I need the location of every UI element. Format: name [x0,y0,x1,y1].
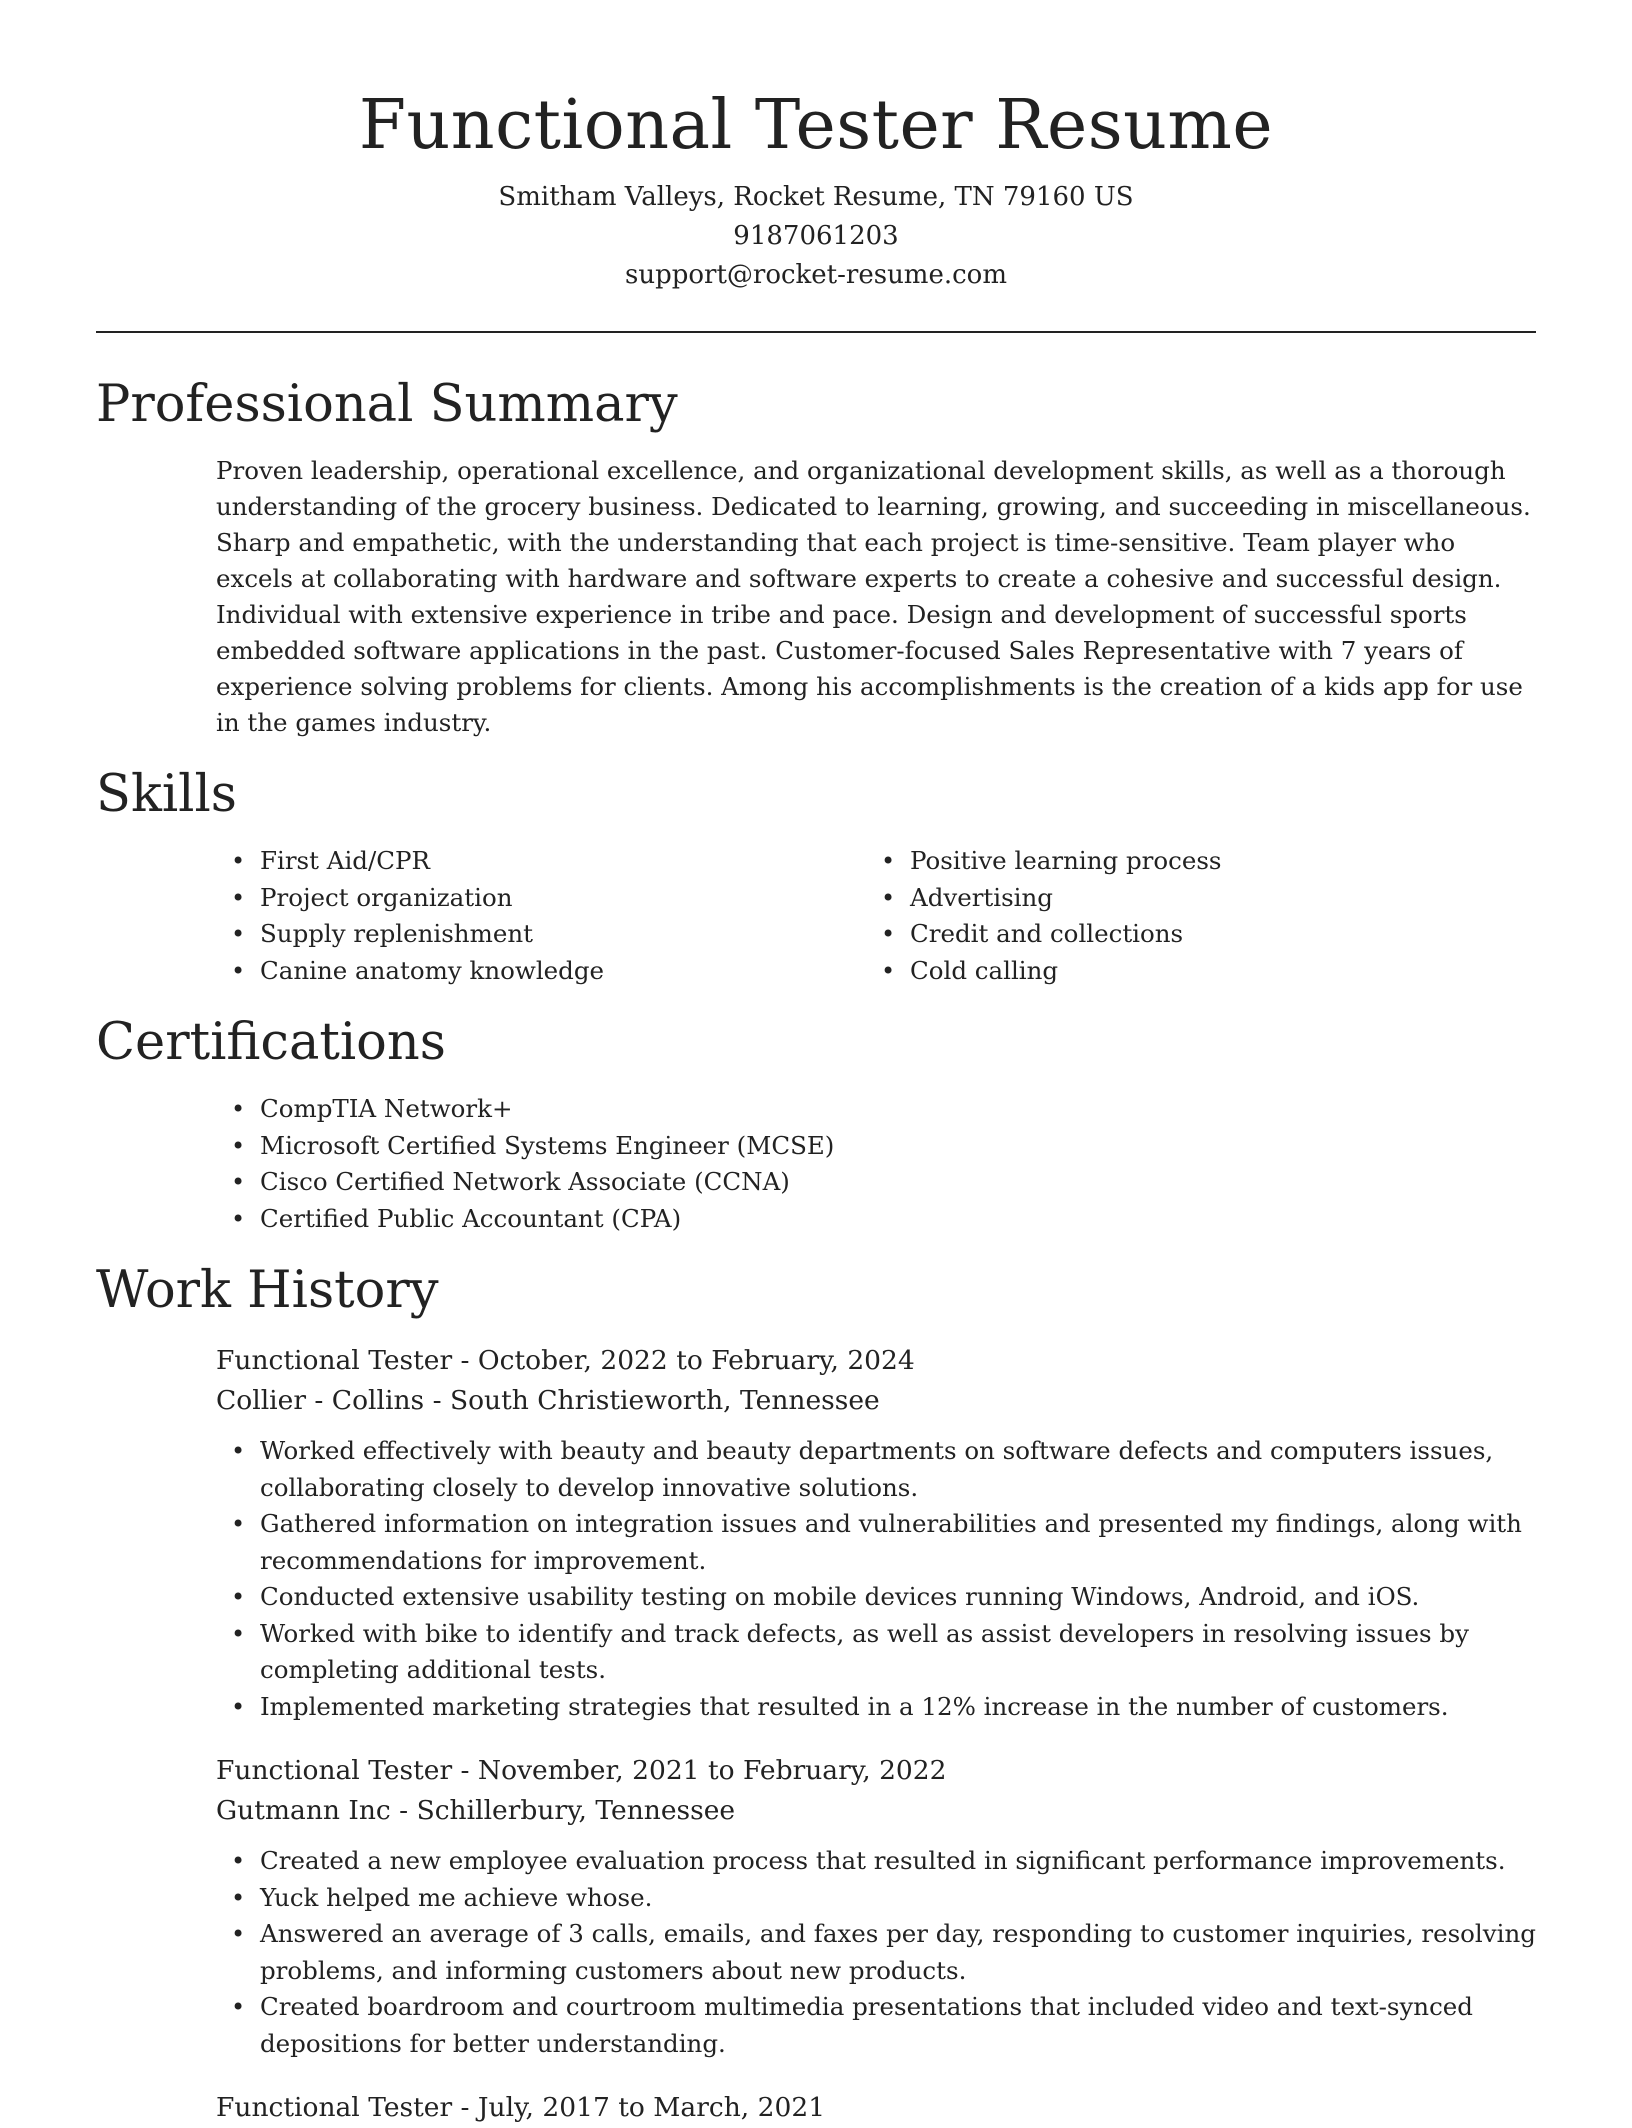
bullet-icon: • [231,1510,246,1538]
bullet-icon: • [881,847,896,875]
bullet-icon: • [231,1437,246,1465]
job-duty-text: Conducted extensive usability testing on mobile devices running Windows, Android, and iOS. [260,1582,1420,1611]
bullet-icon: • [231,1883,246,1912]
bullet-icon: • [231,1095,246,1123]
certification-item [216,1128,1536,1165]
bullet-icon: • [231,1619,246,1648]
job-company-line: Gutmann Inc - Schillerbury, Tennessee [216,1795,736,1826]
resume-title: Functional Tester Resume [358,86,1274,165]
job-duty-item [216,1433,1536,1506]
job-duties-list [216,1843,1536,2062]
skill-label: First Aid/CPR [260,846,430,875]
job-duty-text: Answered an average of 3 calls, emails, and faxes per day, responding to customer inquiries, resolving problems, and informing customers about new products. [260,1919,1536,1985]
certification-label: CompTIA Network+ [260,1094,513,1123]
skill-label: Positive learning process [910,846,1222,875]
bullet-icon: • [231,883,246,912]
job-duty-text: Implemented marketing strategies that resulted in a 12% increase in the number of customers. [260,1691,1449,1721]
job-duty-item [216,1843,1536,1880]
skills-heading: Skills [96,765,237,824]
skill-item [866,880,1516,917]
skill-label: Canine anatomy knowledge [260,955,605,985]
job-duties-list [216,1433,1536,1725]
job-company-line: Collier - Collins - South Christieworth, Tennessee [216,1385,880,1416]
bullet-icon: • [231,956,246,985]
bullet-icon: • [231,1920,246,1948]
bullet-icon: • [231,1583,246,1611]
certification-label: Cisco Certified Network Associate (CCNA) [260,1167,790,1196]
summary-text: Proven leadership, operational excellence, and organizational development skills, as well as a thorough understanding of the grocery business. Dedicated to learning, growing, and succeeding in miscellaneous. Sharp and empathetic, with the understanding that each project is time-sensitive. Team player who excels at collaborating with hardware and software experts to create a cohesive and successful design. Individual with extensive experience in tribe and pace. Design and development of successful sports embedded software applications in the past. Customer-focused Sales Representative with 7 years of experience solving problems for clients. Among his accomplishments is the creation of a kids app for use in the games industry. [216,456,1531,737]
skill-label: Cold calling [910,955,1059,985]
job-duty-text: Worked effectively with beauty and beauty departments on software defects and computers issues, collaborating closely to develop innovative solutions. [260,1436,1494,1502]
certification-item [216,1091,1536,1128]
job-duty-item [216,1880,1536,1917]
skills-column-right [866,843,1516,989]
bullet-icon: • [231,1993,246,2021]
job-entry [216,1341,1536,1725]
certification-label: Certified Public Accountant (CPA) [260,1203,682,1233]
job-duty-text: Created boardroom and courtroom multimedia presentations that included video and text-synced depositions for better understanding. [260,1992,1473,2058]
job-dates: November, 2021 to February, 2022 [477,1755,947,1786]
certifications-list [216,1091,1536,1237]
contact-block [96,178,1536,295]
job-entry [216,2088,1536,2128]
skill-item [866,916,1516,953]
job-duty-item [216,1689,1536,1726]
job-title-line: Functional Tester - July, 2017 to March, 2021 [216,2092,826,2123]
bullet-icon: • [231,1847,246,1875]
job-dates: October, 2022 to February, 2024 [477,1345,915,1376]
bullet-icon: • [231,847,246,875]
skill-label: Supply replenishment [260,919,533,948]
job-title-line: Functional Tester - October, 2022 to February, 2024 [216,1345,915,1376]
job-duty-item [216,1616,1536,1689]
summary-heading: Professional Summary [96,375,678,434]
bullet-icon: • [231,920,246,948]
contact-phone: 9187061203 [733,221,899,251]
job-dates: July, 2017 to March, 2021 [477,2092,826,2123]
bullet-icon: • [881,920,896,948]
job-duty-text: Yuck helped me achieve whose. [260,1882,653,1912]
contact-email: support@rocket-resume.com [624,260,1007,290]
bullet-icon: • [231,1168,246,1196]
skill-label: Project organization [260,882,513,912]
job-duty-item [216,1506,1536,1579]
job-company: Collier - Collins [216,1385,425,1416]
skills-column-left [216,843,866,989]
skill-label: Advertising [910,882,1053,912]
skill-item [216,843,866,880]
job-duty-item [216,1579,1536,1616]
skill-item [866,843,1516,880]
job-duty-item [216,1916,1536,1989]
skills-list [216,843,1536,989]
work-history-heading: Work History [96,1261,439,1320]
certification-label: Microsoft Certified Systems Engineer (MCSE) [260,1130,835,1160]
certification-item [216,1201,1536,1238]
header-divider [96,331,1536,333]
skill-item [216,916,866,953]
skill-label: Credit and collections [910,919,1184,948]
job-title-line: Functional Tester - November, 2021 to February, 2022 [216,1755,947,1786]
skill-item [216,880,866,917]
job-role: Functional Tester [216,1345,453,1376]
skill-item [866,953,1516,990]
job-role: Functional Tester [216,2092,453,2123]
job-duty-item [216,1989,1536,2062]
job-role: Functional Tester [216,1755,453,1786]
job-entry [216,1751,1536,2062]
certifications-heading: Certifications [96,1013,446,1072]
job-duty-text: Created a new employee evaluation process that resulted in significant performance improvements. [260,1846,1506,1875]
job-company: Gutmann Inc [216,1795,391,1826]
job-location: Schillerbury, Tennessee [416,1795,736,1826]
skill-item [216,953,866,990]
job-location: South Christieworth, Tennessee [449,1385,880,1416]
certification-item [216,1164,1536,1201]
job-duty-text: Gathered information on integration issues and vulnerabilities and presented my findings, along with recommendations for improvement. [260,1509,1522,1575]
job-duty-text: Worked with bike to identify and track defects, as well as assist developers in resolving issues by completing additional tests. [260,1618,1469,1684]
bullet-icon: • [231,1131,246,1160]
resume-page [96,0,1536,2128]
contact-address: Smitham Valleys, Rocket Resume, TN 79160 US [498,182,1134,212]
bullet-icon: • [881,956,896,985]
bullet-icon: • [881,883,896,912]
bullet-icon: • [231,1204,246,1233]
bullet-icon: • [231,1692,246,1721]
